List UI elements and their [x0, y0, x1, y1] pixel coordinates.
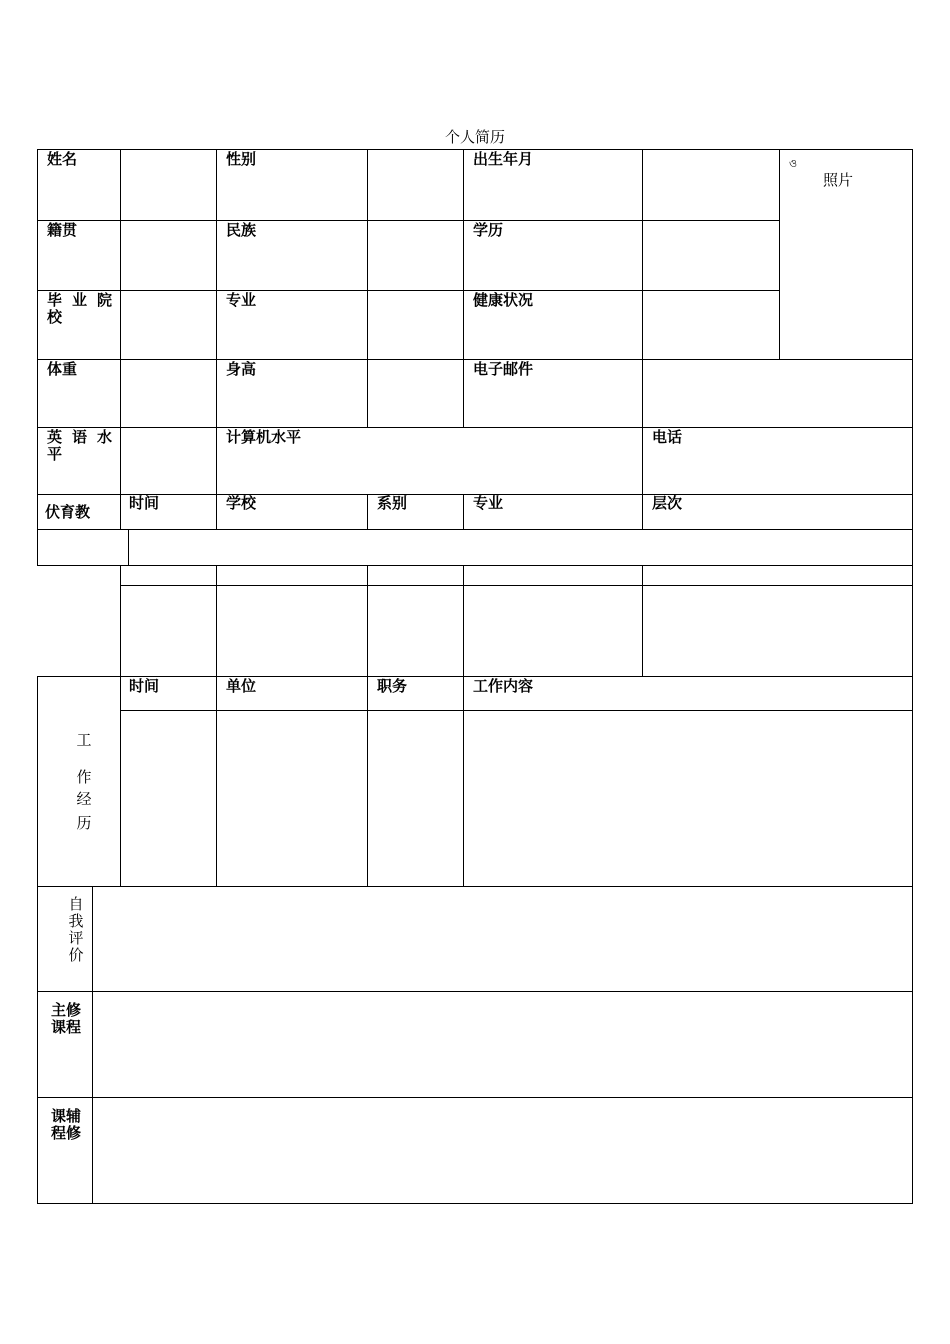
education-department-field[interactable] — [369, 587, 461, 675]
separator-row-left — [37, 529, 129, 566]
work-label-char: 作 — [76, 768, 92, 786]
phone-field[interactable] — [644, 447, 911, 493]
photo-label: 照片 — [823, 171, 854, 189]
col-divider — [367, 676, 368, 887]
self-eval-label-char: 自 — [68, 895, 84, 913]
self-eval-label-char: 我 — [68, 912, 84, 930]
col-divider — [120, 149, 121, 495]
work-position-field[interactable] — [369, 712, 461, 885]
graduated-school-label-line2: 校 — [47, 308, 63, 326]
self-eval-field[interactable] — [94, 888, 911, 989]
ethnicity-label: 民族 — [226, 221, 257, 239]
work-header-duties: 工作内容 — [473, 677, 534, 695]
separator-line-top — [128, 529, 913, 530]
col-divider — [120, 676, 121, 887]
col-divider — [463, 149, 464, 428]
row-divider — [37, 220, 780, 221]
page-title: 个人简历 — [444, 128, 505, 146]
col-divider — [463, 494, 464, 530]
name-field[interactable] — [122, 151, 214, 218]
self-eval-label-char: 价 — [68, 946, 84, 964]
native-place-field[interactable] — [122, 222, 214, 288]
english-level-label-line1: 英 语 水 — [47, 428, 112, 446]
col-divider — [642, 565, 643, 677]
work-label-char: 工 — [76, 731, 92, 749]
education-label: 伏育教 — [45, 503, 91, 521]
health-label: 健康状况 — [473, 291, 534, 309]
birth-field[interactable] — [644, 151, 777, 218]
col-divider — [463, 565, 464, 677]
work-header-time: 时间 — [129, 677, 160, 695]
email-field[interactable] — [644, 361, 911, 425]
education-header-level: 层次 — [652, 494, 683, 512]
education-header-department: 系别 — [377, 494, 408, 512]
height-label: 身高 — [226, 360, 257, 378]
row-divider — [37, 991, 913, 992]
gender-label: 性别 — [226, 150, 257, 168]
gender-field[interactable] — [369, 151, 461, 218]
row-divider — [120, 710, 913, 711]
education-level-field[interactable] — [644, 587, 911, 675]
photo-divider — [779, 149, 780, 360]
computer-level-label: 计算机水平 — [226, 428, 302, 446]
english-level-field[interactable] — [122, 429, 214, 493]
col-divider — [642, 494, 643, 530]
work-label-char: 经 — [76, 790, 92, 808]
education-header-school: 学校 — [226, 494, 257, 512]
height-field[interactable] — [369, 361, 461, 425]
row-divider — [37, 427, 913, 428]
graduated-school-field[interactable] — [122, 292, 214, 357]
col-divider — [642, 149, 643, 495]
major-label: 专业 — [226, 291, 257, 309]
name-label: 姓名 — [47, 150, 78, 168]
work-label-char: 历 — [76, 814, 92, 832]
work-duties-field[interactable] — [465, 712, 911, 885]
email-label: 电子邮件 — [473, 360, 534, 378]
col-divider — [92, 886, 93, 1204]
col-divider — [216, 149, 217, 495]
work-header-position: 职务 — [377, 677, 408, 695]
education-major-field[interactable] — [465, 587, 640, 675]
work-employer-field[interactable] — [218, 712, 365, 885]
col-divider — [367, 149, 368, 428]
separator-line-right — [912, 529, 913, 566]
col-divider — [367, 494, 368, 530]
education-time-field[interactable] — [122, 587, 214, 675]
ethnicity-field[interactable] — [369, 222, 461, 288]
phone-label: 电话 — [652, 428, 683, 446]
major-courses-label-line2: 课程 — [51, 1018, 82, 1036]
graduated-school-label-line1: 毕 业 院 — [47, 291, 112, 309]
work-header-employer: 单位 — [226, 677, 257, 695]
col-divider — [216, 565, 217, 677]
photo-area[interactable] — [781, 151, 911, 358]
minor-courses-field[interactable] — [94, 1099, 911, 1202]
minor-courses-label-line1: 课辅 — [51, 1107, 82, 1125]
col-divider — [120, 494, 121, 530]
weight-label: 体重 — [47, 360, 78, 378]
col-divider — [216, 494, 217, 530]
weight-field[interactable] — [122, 361, 214, 425]
photo-mark-icon: ও — [789, 157, 798, 170]
health-field[interactable] — [644, 292, 777, 357]
minor-courses-label-line2: 程修 — [51, 1124, 82, 1142]
education-header-major: 专业 — [473, 494, 504, 512]
computer-level-field[interactable] — [369, 429, 640, 493]
row-divider — [37, 1097, 913, 1098]
work-time-field[interactable] — [122, 712, 214, 885]
education-level-field[interactable] — [644, 222, 777, 288]
education-school-field[interactable] — [218, 587, 365, 675]
birth-label: 出生年月 — [473, 150, 534, 168]
row-divider — [120, 585, 913, 586]
major-courses-label-line1: 主修 — [51, 1001, 82, 1019]
self-eval-label-char: 评 — [68, 929, 84, 947]
english-level-label-line2: 平 — [47, 445, 63, 463]
major-field[interactable] — [369, 292, 461, 357]
major-courses-field[interactable] — [94, 993, 911, 1095]
col-divider — [367, 565, 368, 677]
row-divider — [37, 290, 780, 291]
education-level-label: 学历 — [473, 221, 504, 239]
col-divider — [216, 676, 217, 887]
native-place-label: 籍贯 — [47, 221, 78, 239]
col-divider — [463, 676, 464, 887]
education-header-time: 时间 — [129, 494, 160, 512]
